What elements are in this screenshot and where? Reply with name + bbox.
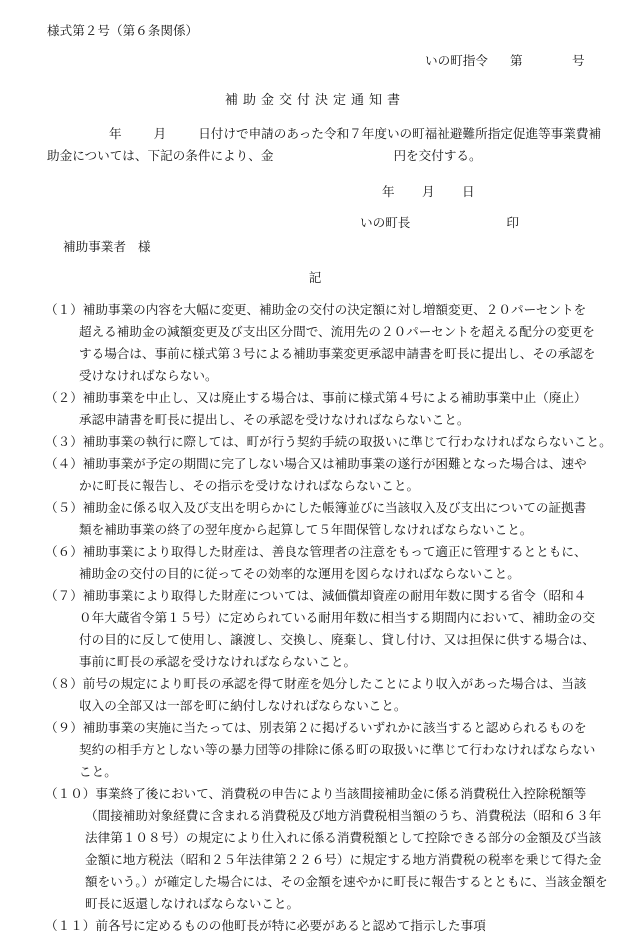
condition-line [45, 739, 615, 761]
condition-text: 補助金に係る収入及び支出を明らかにした帳簿並びに当該収入及び支出についての証拠書 [82, 500, 587, 515]
condition-number: （１０） [45, 786, 96, 801]
reference-number [425, 50, 585, 72]
condition-text: 補助事業の実施に当たっては、別表第２に掲げるいずれかに該当すると認められるものを [82, 720, 587, 735]
condition-text: ０年大蔵省令第１５号）に定められている耐用年数に相当する期間内において、補助金の交 [79, 610, 596, 625]
ref-dai: 第 [510, 53, 523, 68]
condition-line [45, 893, 615, 915]
intro-line2-a: 助金については、下記の条件により、金 [47, 148, 274, 163]
condition-item [45, 453, 615, 497]
condition-number: （５） [45, 500, 83, 515]
condition-line [45, 409, 615, 431]
form-number: 様式第２号（第６条関係） [47, 23, 199, 38]
condition-number: （７） [45, 588, 83, 603]
condition-text: 前号の規定により町長の承認を得て財産を処分したことにより収入があった場合は、当該 [82, 676, 587, 691]
condition-line [45, 497, 615, 519]
condition-line [45, 827, 615, 849]
conditions-list [45, 299, 615, 937]
condition-number: （３） [45, 434, 83, 449]
condition-text: こと。 [79, 764, 117, 779]
date-day: 日 [462, 184, 475, 199]
condition-text: 契約の相手方としない等の暴力団等の排除に係る町の取扱いに準じて行わなければならない [79, 742, 596, 757]
condition-line [45, 387, 615, 409]
condition-text: 事業終了後において、消費税の申告により当該間接補助金に係る消費税仕入控除税額等 [95, 786, 587, 801]
condition-text: かに町長に報告し、その指示を受けなければならないこと。 [79, 478, 420, 493]
condition-line [45, 563, 615, 585]
condition-line [45, 365, 615, 387]
date-month: 月 [422, 184, 435, 199]
condition-text: 収入の全部又は一部を町に納付しなければならないこと。 [79, 698, 407, 713]
condition-text: 補助事業が予定の期間に完了しない場合又は補助事業の遂行が困難となった場合は、速や [82, 456, 587, 471]
addressee-honorific: 様 [137, 239, 151, 254]
condition-line [45, 805, 615, 827]
condition-line [45, 871, 615, 893]
issuer-name: いの町長 [360, 215, 411, 230]
ref-go: 号 [572, 53, 585, 68]
condition-line [45, 673, 615, 695]
condition-number: （１） [45, 302, 83, 317]
condition-number: （２） [45, 390, 83, 405]
document-title: 補助金交付決定通知書 [224, 93, 405, 108]
condition-line [45, 915, 615, 937]
condition-text: 前各号に定めるものの他町長が特に必要があると認めて指示した事項 [95, 918, 486, 933]
condition-line [45, 761, 615, 783]
intro-line-1 [47, 123, 607, 145]
condition-number: （８） [45, 676, 83, 691]
condition-line [45, 475, 615, 497]
intro-line-2 [47, 145, 607, 167]
condition-number: （６） [45, 544, 83, 559]
condition-text: 承認申請書を町長に提出し、その承認を受けなければならないこと。 [79, 412, 470, 427]
condition-item [45, 541, 615, 585]
condition-line [45, 783, 615, 805]
condition-text: 金額に地方税法（昭和２５年法律第２２６号）に規定する地方消費税の税率を乗じて得た金 [85, 852, 602, 867]
ki-heading: 記 [308, 270, 322, 285]
condition-item [45, 299, 615, 387]
condition-text: 補助事業の執行に際しては、町が行う契約手続の取扱いに準じて行わなければならないこと。 [82, 434, 612, 449]
condition-text: 類を補助事業の終了の翌年度から起算して５年間保管しなければならないこと。 [79, 522, 533, 537]
condition-line [45, 431, 615, 453]
issue-date [382, 181, 475, 203]
addressee-role: 補助事業者 [63, 239, 126, 254]
condition-text: （間接補助対象経費に含まれる消費税及び地方消費税相当額のうち、消費税法（昭和６３年 [85, 808, 602, 823]
condition-text: する場合は、事前に様式第３号による補助事業変更承認申請書を町長に提出し、その承認を [79, 346, 596, 361]
condition-text: 事前に町長の承認を受けなければならないこと。 [79, 654, 357, 669]
condition-number: （９） [45, 720, 83, 735]
ref-prefix: いの町指令 [425, 53, 488, 68]
condition-number: （４） [45, 456, 83, 471]
condition-line [45, 541, 615, 563]
condition-number: （１１） [45, 918, 96, 933]
date-year: 年 [382, 184, 395, 199]
condition-text: 補助事業により取得した財産は、善良な管理者の注意をもって適正に管理するとともに、 [82, 544, 587, 559]
signature-line [360, 212, 519, 234]
condition-item [45, 387, 615, 431]
condition-text: 補助事業の内容を大幅に変更、補助金の交付の決定額に対し増額変更、２０パーセントを [82, 302, 587, 317]
condition-line [45, 629, 615, 651]
condition-item [45, 673, 615, 717]
condition-text: 額をいう。）が確定した場合には、その金額を速やかに町長に報告するとともに、当該金額を [85, 874, 608, 889]
intro-paragraph [47, 123, 607, 167]
condition-text: 補助事業を中止し、又は廃止する場合は、事前に様式第４号による補助事業中止（廃止） [82, 390, 587, 405]
seal-mark: 印 [506, 215, 519, 230]
condition-line [45, 343, 615, 365]
condition-text: 受けなければならない。 [79, 368, 218, 383]
intro-line2-b: 円を交付する。 [393, 148, 482, 163]
condition-text: 法律第１０８号）の規定により仕入れに係る消費税額として控除できる部分の金額及び当該 [85, 830, 602, 845]
condition-line [45, 849, 615, 871]
condition-text: 超える補助金の減額変更及び支出区分間で、流用先の２０パーセントを超える配分の変更を [79, 324, 595, 339]
intro-line1-rest: 日付けで申請のあった令和７年度いの町福祉避難所指定促進等事業費補 [198, 126, 602, 141]
condition-line [45, 651, 615, 673]
addressee [63, 236, 151, 258]
condition-item [45, 915, 615, 937]
condition-line [45, 607, 615, 629]
condition-item [45, 497, 615, 541]
condition-text: 補助金の交付の目的に従ってその効率的な運用を図らなければならないこと。 [79, 566, 520, 581]
condition-item [45, 585, 615, 673]
condition-item [45, 431, 615, 453]
condition-line [45, 519, 615, 541]
condition-text: 付の目的に反して使用し、譲渡し、交換し、廃棄し、貸し付け、又は担保に供する場合は、 [79, 632, 595, 647]
condition-line [45, 717, 615, 739]
condition-line [45, 585, 615, 607]
condition-line [45, 299, 615, 321]
intro-year: 年 [109, 126, 122, 141]
condition-line [45, 695, 615, 717]
condition-text: 町長に返還しなければならないこと。 [85, 896, 300, 911]
condition-item [45, 783, 615, 915]
intro-month: 月 [153, 126, 167, 141]
condition-item [45, 717, 615, 783]
condition-text: 補助事業により取得した財産については、減価償却資産の耐用年数に関する省令（昭和４ [82, 588, 587, 603]
condition-line [45, 321, 615, 343]
condition-line [45, 453, 615, 475]
